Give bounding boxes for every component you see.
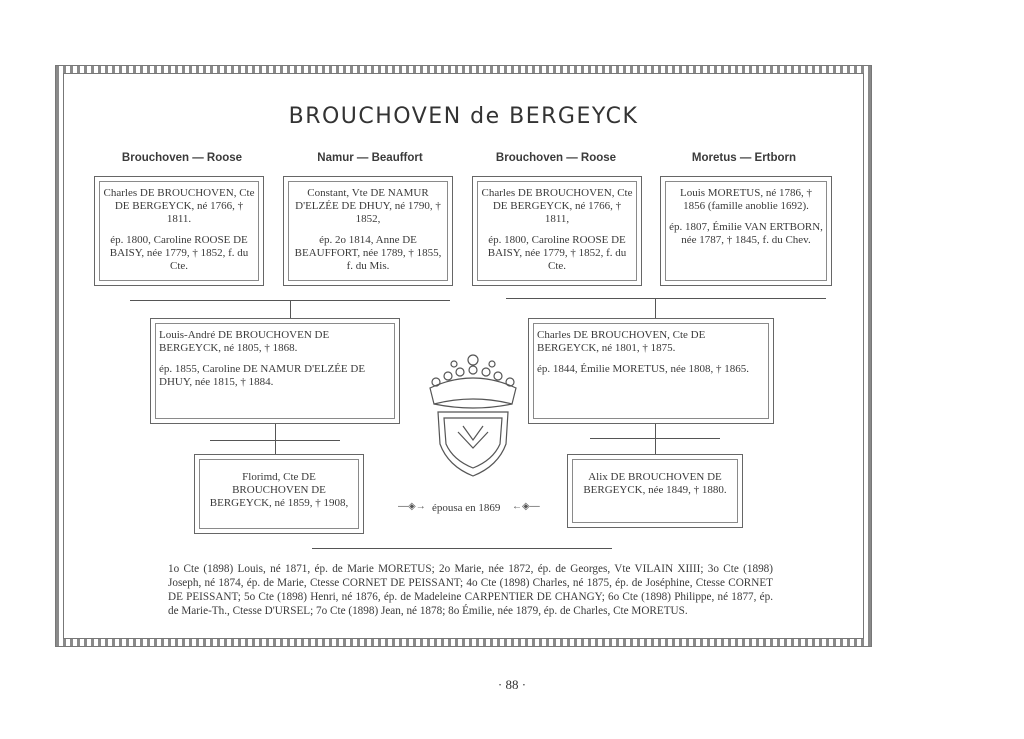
connector-line [290, 300, 291, 320]
column-header-3: Brouchoven — Roose [495, 152, 617, 164]
column-header-4: Moretus — Ertborn [691, 152, 797, 164]
box-text: Constant, Vte DE NAMUR D'ELZÉE DE DHUY, né 1790, † 1852, [295, 187, 441, 225]
box-text: ép. 1800, Caroline ROOSE DE BAISY, née 1779, † 1852, f. du Cte. [109, 234, 249, 272]
box-text: Charles DE BROUCHOVEN, Cte DE BERGEYCK, né 1766, † 1811, [481, 187, 633, 225]
box-text: ép. 1844, Émilie MORETUS, née 1808, † 1865. [537, 363, 750, 375]
separator-rule [312, 548, 612, 549]
page-number-ornament: · [497, 677, 506, 692]
family-box-gen1-c [472, 176, 642, 286]
family-box-gen3-a [194, 454, 364, 534]
box-text: Louis-André DE BROUCHOVEN DE BERGEYCK, né 1805, † 1868. [159, 329, 330, 354]
column-header-1: Brouchoven — Roose [121, 152, 243, 164]
children-note: 1o Cte (1898) Louis, né 1871, ép. de Marie MORETUS; 2o Marie, née 1872, ép. de Georges, Vte VILAIN XIIII; 3o Cte (1898) Joseph, né 1874, ép. de Marie, Ctesse CORNET DE PEISSANT; 4o Cte (1898) Charles, né 1875, ép. de Joséphine, Ctesse CORNET DE PEISSANT; 5o Cte (1898) Henri, né 1876, ép. de Madeleine CARPENTIER DE CHANGY; 6o Cte (1898) Philippe, né 1877, ép. de Marie-Th., Ctesse D'URSEL; 7o Cte (1898) Jean, né 1878; 8o Émilie, née 1879, ép. de Charles, Cte MORETUS. [168, 563, 773, 617]
box-text: ép. 1800, Caroline ROOSE DE BAISY, née 1779, † 1852, f. du Cte. [487, 234, 627, 272]
connector-line [655, 424, 656, 454]
page-title: BROUCHOVEN de BERGEYCK [288, 104, 639, 129]
family-box-gen1-a [94, 176, 264, 286]
marriage-label: épousa en 1869 [432, 502, 501, 514]
box-text: ép. 1807, Émilie VAN ERTBORN, née 1787, † 1845, f. du Chev. [669, 221, 823, 246]
box-text: ép. 1855, Caroline DE NAMUR D'ELZÉE DE DHUY, née 1815, † 1884. [159, 363, 366, 388]
crowned-coat-of-arms-icon [418, 348, 528, 483]
box-text: Alix DE BROUCHOVEN DE BERGEYCK, née 1849, † 1880. [583, 471, 727, 496]
family-box-gen1-d [660, 176, 832, 286]
box-text: Charles DE BROUCHOVEN, Cte DE BERGEYCK, né 1801, † 1875. [537, 329, 706, 354]
family-box-gen2-a [150, 318, 400, 424]
connector-brace [506, 298, 826, 299]
page-number [0, 677, 1024, 693]
page-number-ornament: · [518, 677, 527, 692]
box-text: Florimd, Cte DE BROUCHOVEN DE BERGEYCK, né 1859, † 1908, [209, 471, 349, 509]
page-number-value: 88 [505, 677, 519, 692]
connector-line [655, 298, 656, 318]
column-header-2: Namur — Beauffort [317, 152, 423, 164]
family-box-gen2-b [528, 318, 774, 424]
box-text: ép. 2o 1814, Anne DE BEAUFFORT, née 1789, † 1855, f. du Mis. [294, 234, 442, 272]
family-box-gen1-b [283, 176, 453, 286]
connector-line [275, 424, 276, 454]
box-text: Louis MORETUS, né 1786, † 1856 (famille anoblie 1692). [680, 187, 812, 212]
family-box-gen3-b [567, 454, 743, 528]
box-text: Charles DE BROUCHOVEN, Cte DE BERGEYCK, né 1766, † 1811. [103, 187, 255, 225]
ornament-left-icon: —◈→ [398, 501, 426, 512]
ornament-right-icon: ←◈— [512, 501, 540, 512]
